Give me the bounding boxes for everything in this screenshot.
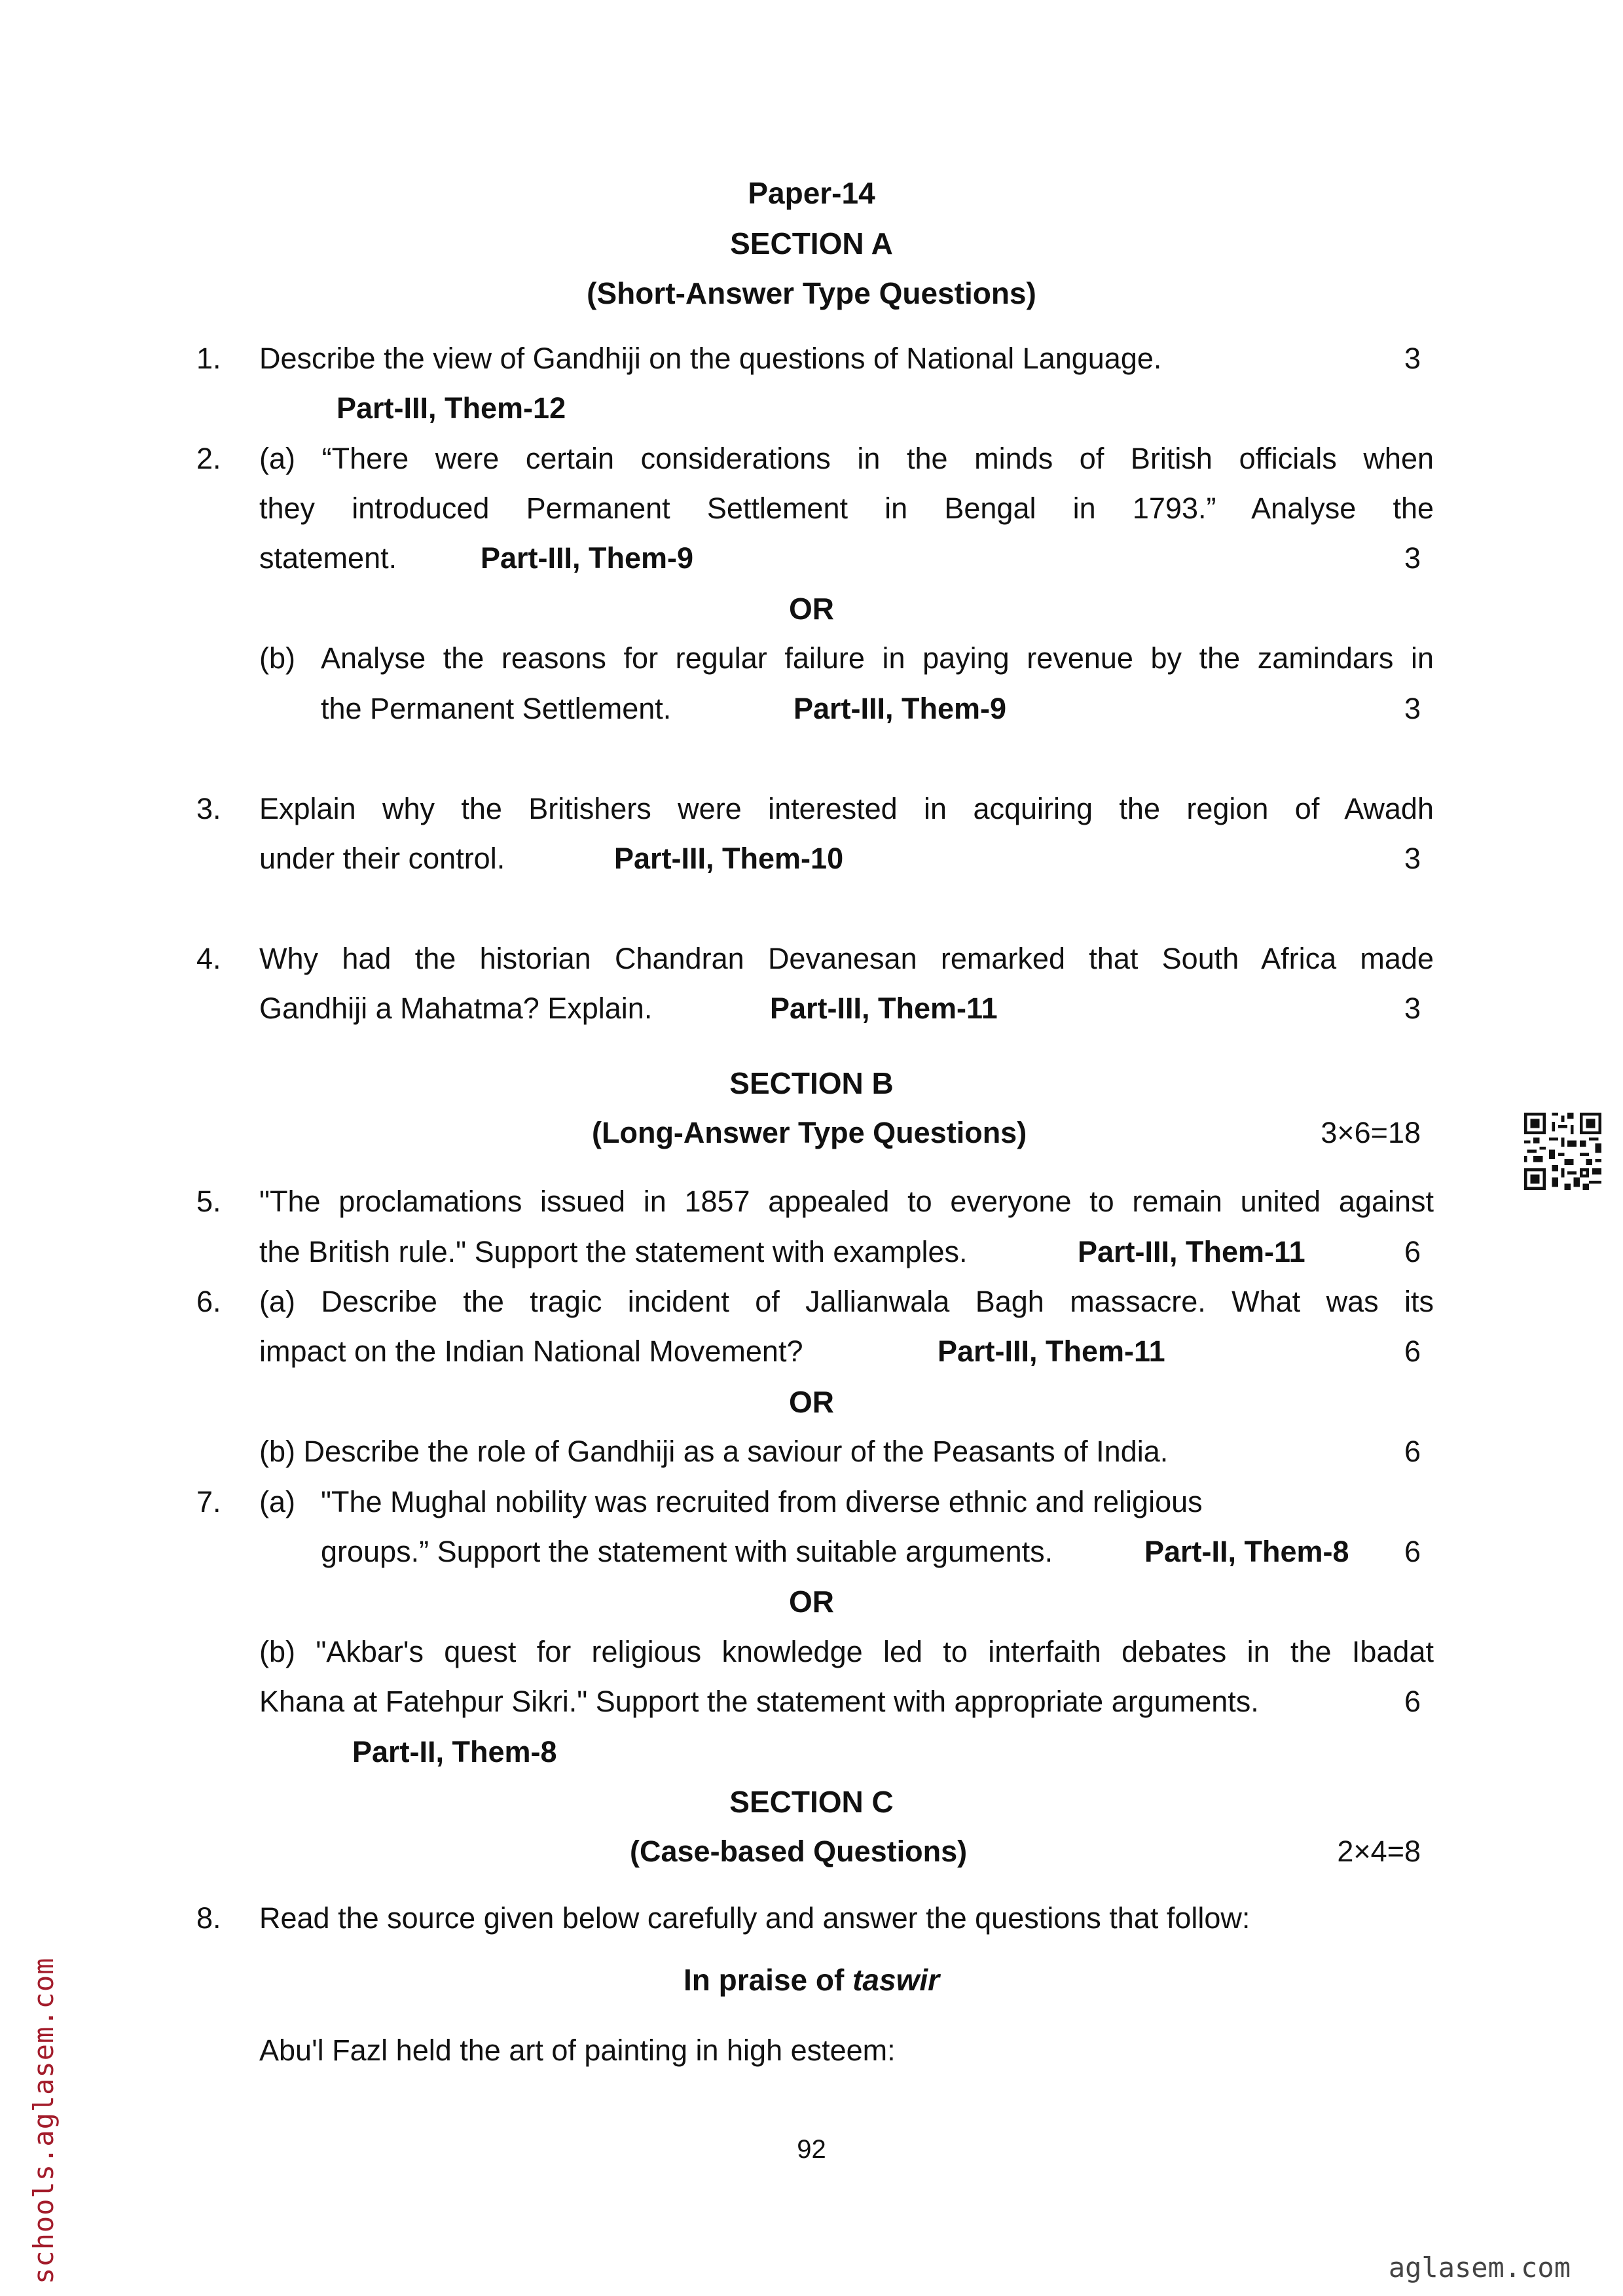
q5-reference: Part-III, Them-11 <box>1078 1235 1305 1268</box>
page-number: 92 <box>797 2135 826 2164</box>
q7a-reference: Part-II, Them-8 <box>1144 1535 1349 1568</box>
q7-number: 7. <box>196 1485 221 1518</box>
q5-marks: 6 <box>1404 1235 1421 1268</box>
q2b-label: (b) <box>259 641 295 675</box>
q2-or: OR <box>789 592 834 626</box>
q6a-line-1: (a) Describe the tragic incident of Jallianwala Bagh massacre. What was its <box>259 1285 1434 1318</box>
q2a-line-3: statement. <box>259 541 397 575</box>
q7-or: OR <box>789 1585 834 1619</box>
q4-line-2: Gandhiji a Mahatma? Explain. <box>259 992 653 1025</box>
qr-code-icon <box>1524 1113 1601 1190</box>
q2a-marks: 3 <box>1404 541 1421 575</box>
q7a-line-1: "The Mughal nobility was recruited from diverse ethnic and religious <box>321 1485 1203 1518</box>
section-c-title: SECTION C <box>729 1785 894 1819</box>
q8-source-line: Abu'l Fazl held the art of painting in high esteem: <box>259 2034 896 2067</box>
q6a-reference: Part-III, Them-11 <box>938 1335 1165 1368</box>
section-b-title: SECTION B <box>729 1066 894 1100</box>
q2b-line-1: Analyse the reasons for regular failure in paying revenue by the zamindars in <box>321 641 1434 675</box>
q7a-line-2: groups.” Support the statement with suitable arguments. <box>321 1535 1053 1568</box>
q1-number: 1. <box>196 342 221 375</box>
q6a-line-2: impact on the Indian National Movement? <box>259 1335 803 1368</box>
q5-line-2: the British rule." Support the statement with examples. <box>259 1235 968 1268</box>
q2-number: 2. <box>196 442 221 475</box>
q8-text: Read the source given below carefully and answer the questions that follow: <box>259 1901 1250 1935</box>
q8-heading-prefix: In praise of <box>683 1963 853 1997</box>
q1-text: Describe the view of Gandhiji on the questions of National Language. <box>259 342 1162 375</box>
q4-reference: Part-III, Them-11 <box>770 992 998 1025</box>
q2b-reference: Part-III, Them-9 <box>793 692 1007 725</box>
q2a-line-2: they introduced Permanent Settlement in Bengal in 1793.” Analyse the <box>259 492 1434 525</box>
q7b-marks: 6 <box>1404 1685 1421 1718</box>
q7a-label: (a) <box>259 1485 295 1518</box>
q8-heading-italic: taswir <box>852 1963 940 1997</box>
side-watermark: schools.aglasem.com <box>27 1957 60 2284</box>
q4-line-1: Why had the historian Chandran Devanesan remarked that South Africa made <box>259 942 1434 975</box>
q2a-line-1: (a) “There were certain considerations in the minds of British officials when <box>259 442 1434 475</box>
q2a-reference: Part-III, Them-9 <box>481 541 694 575</box>
q4-number: 4. <box>196 942 221 975</box>
section-b-subtitle: (Long-Answer Type Questions) <box>592 1116 1027 1149</box>
q3-reference: Part-III, Them-10 <box>614 842 844 875</box>
section-a-subtitle: (Short-Answer Type Questions) <box>587 276 1036 310</box>
q2b-line-2: the Permanent Settlement. <box>321 692 672 725</box>
q7b-reference: Part-II, Them-8 <box>352 1735 557 1768</box>
q6-or: OR <box>789 1385 834 1419</box>
section-c-marks: 2×4=8 <box>1337 1835 1421 1868</box>
q1-marks: 3 <box>1404 342 1421 375</box>
section-a-title: SECTION A <box>730 226 893 260</box>
q7b-line-2: Khana at Fatehpur Sikri." Support the statement with appropriate arguments. <box>259 1685 1259 1718</box>
q6b-marks: 6 <box>1404 1435 1421 1468</box>
q6-number: 6. <box>196 1285 221 1318</box>
q5-line-1: "The proclamations issued in 1857 appealed to everyone to remain united against <box>259 1185 1434 1218</box>
q3-line-2: under their control. <box>259 842 505 875</box>
q4-marks: 3 <box>1404 992 1421 1025</box>
q5-number: 5. <box>196 1185 221 1218</box>
q6b-line-1: (b) Describe the role of Gandhiji as a saviour of the Peasants of India. <box>259 1435 1169 1468</box>
q8-source-heading <box>0 1965 1623 1995</box>
q7b-line-1: (b) "Akbar's quest for religious knowledge led to interfaith debates in the Ibadat <box>259 1635 1434 1668</box>
q8-number: 8. <box>196 1901 221 1935</box>
q3-line-1: Explain why the Britishers were interested in acquiring the region of Awadh <box>259 792 1434 825</box>
footer-watermark: aglasem.com <box>1388 2251 1571 2284</box>
q3-marks: 3 <box>1404 842 1421 875</box>
q2b-marks: 3 <box>1404 692 1421 725</box>
paper-title: Paper-14 <box>748 176 875 210</box>
section-c-subtitle: (Case-based Questions) <box>630 1835 968 1868</box>
q6a-marks: 6 <box>1404 1335 1421 1368</box>
q1-reference: Part-III, Them-12 <box>337 391 566 425</box>
section-b-marks: 3×6=18 <box>1321 1116 1421 1149</box>
q7a-marks: 6 <box>1404 1535 1421 1568</box>
q3-number: 3. <box>196 792 221 825</box>
